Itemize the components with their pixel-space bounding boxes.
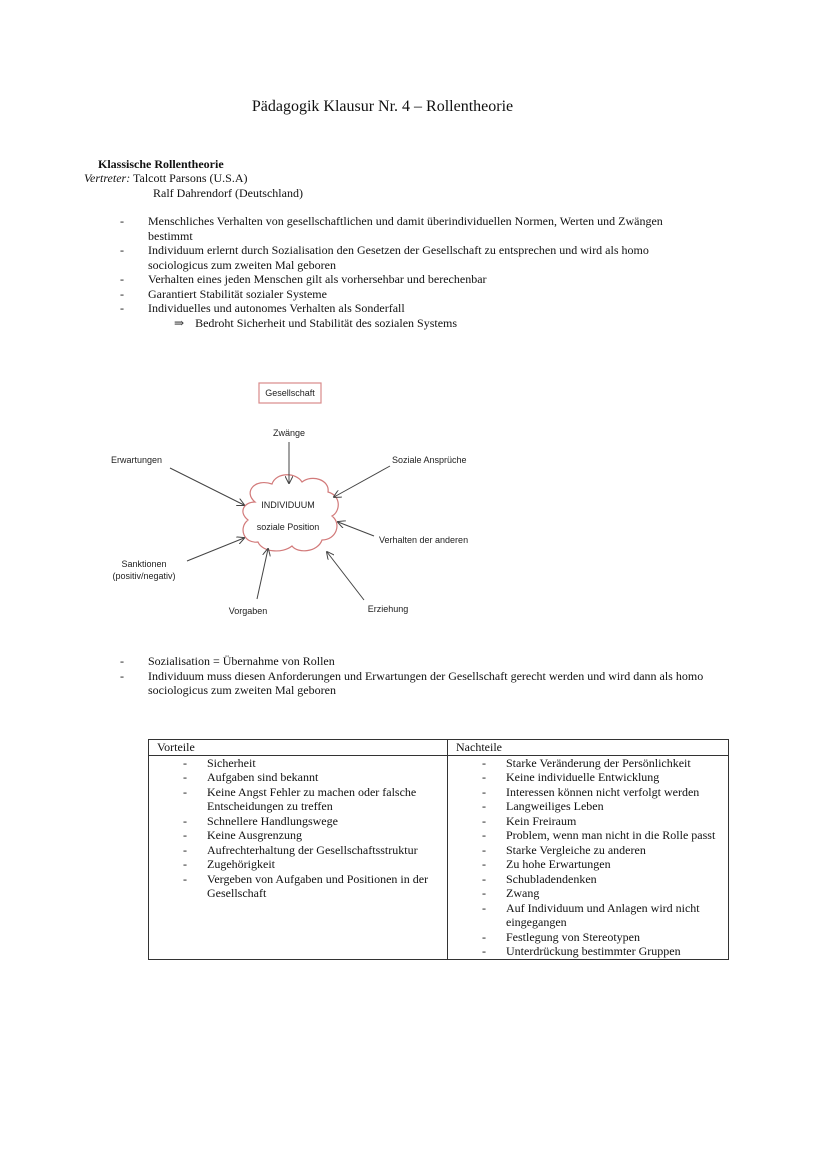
bullet-dash: - (120, 272, 124, 286)
representatives-label: Vertreter: (84, 171, 131, 185)
list-item: - Individuum muss diesen Anforderungen und Erwartungen der Gesellschaft gerecht werden und wird dann als homo sociologicus zum zweiten Mal geboren (120, 668, 704, 697)
list-item: - Sozialisation = Übernahme von Rollen (120, 654, 335, 668)
bullet-dash: - (183, 828, 187, 842)
soziale-position-label: soziale Position (256, 522, 320, 532)
list-item: - Individuum erlernt durch Sozialisation den Gesetzen der Gesellschaft zu entsprechen und wird als homo sociologicus zum zweiten Mal geboren (120, 243, 649, 272)
page-title: Pädagogik Klausur Nr. 4 – Rollentheorie (251, 98, 514, 115)
label-positiv-negativ: (positiv/negativ) (112, 571, 176, 581)
label-sanktionen: Sanktionen (121, 559, 167, 569)
bullet-dash: - (482, 900, 486, 915)
list-item: - Starke Vergleiche zu anderen (482, 842, 646, 857)
list-item: - Vergeben von Aufgaben und Positionen in der Gesellschaft (183, 871, 429, 900)
list-item: - Kein Freiraum (482, 813, 577, 828)
list-item: - Zugehörigkeit (183, 857, 275, 871)
arrow-sanktionen (187, 538, 244, 561)
pros-cons-table (148, 739, 729, 960)
list-item: - Problem, wenn man nicht in die Rolle passt (482, 828, 716, 842)
list-item: - Auf Individuum und Anlagen wird nicht eingegangen (482, 900, 700, 929)
arrow-verhalten-anderen (338, 522, 374, 536)
bullet-dash: - (482, 813, 486, 828)
bullet-dash: - (482, 755, 486, 770)
list-item: - Starke Veränderung der Persönlichkeit (482, 755, 691, 770)
table-row (149, 755, 729, 959)
bullet-dash: - (482, 871, 486, 886)
representative-dahrendorf: Ralf Dahrendorf (Deutschland) (153, 186, 303, 200)
bullet-dash: - (183, 770, 187, 784)
list-item: - Zwang (482, 886, 540, 900)
bullet-dash: - (482, 842, 486, 857)
list-item: - Keine Ausgrenzung (183, 828, 302, 842)
bullet-dash: - (482, 929, 486, 944)
gesellschaft-label: Gesellschaft (265, 388, 315, 398)
list-item: - Individuelles und autonomes Verhalten als Sonderfall (120, 301, 405, 315)
arrow-soziale-ansprueche (334, 466, 390, 497)
bullet-dash: - (482, 799, 486, 813)
list-item: - Keine Angst Fehler zu machen oder falsche Entscheidungen zu treffen (183, 784, 417, 813)
label-erziehung: Erziehung (367, 604, 409, 614)
label-verhalten-anderen: Verhalten der anderen (379, 535, 469, 545)
bullet-dash: - (482, 857, 486, 871)
bullet-dash: - (482, 770, 486, 784)
list-item: - Langweiliges Leben (482, 799, 604, 813)
list-item: - Schnellere Handlungswege (183, 813, 338, 828)
list-item: - Schubladendenken (482, 871, 597, 886)
header-vorteile: Vorteile (149, 740, 448, 756)
bullet-dash: - (482, 784, 486, 799)
nachteile-list (448, 756, 728, 959)
list-item: - Zu hohe Erwartungen (482, 857, 611, 871)
bullet-dash: - (120, 214, 124, 228)
header-nachteile: Nachteile (448, 740, 729, 756)
bullet-dash: - (482, 886, 486, 900)
representative-parsons: Talcott Parsons (U.S.A) (133, 171, 248, 185)
list-item: - Unterdrückung bestimmter Gruppen (482, 944, 681, 958)
individuum-cloud (243, 475, 338, 551)
bullet-dash: - (183, 755, 187, 770)
list-item: - Keine individuelle Entwicklung (482, 770, 660, 784)
arrow-erwartungen (170, 468, 244, 505)
label-vorgaben: Vorgaben (228, 606, 268, 616)
label-zwaenge: Zwänge (272, 428, 306, 438)
list-item: - Aufrechterhaltung der Gesellschaftsstruktur (183, 842, 418, 857)
bullet-dash: - (183, 871, 187, 886)
bullet-dash: - (482, 828, 486, 842)
table-header-row (149, 740, 729, 756)
bullet-dash: - (120, 668, 124, 683)
arrow-erziehung (327, 552, 364, 600)
nachteile-cell (448, 755, 729, 959)
label-erwartungen: Erwartungen (111, 455, 163, 465)
bullet-dash: - (183, 784, 187, 799)
bullet-dash: - (183, 813, 187, 828)
individuum-title: INDIVIDUUM (261, 500, 315, 510)
bullet-dash: - (183, 857, 187, 871)
bullet-dash: - (482, 944, 486, 958)
bullet-dash: - (120, 286, 124, 301)
arrow-vorgaben (257, 549, 268, 599)
implication-text: Bedroht Sicherheit und Stabilität des sozialen Systems (195, 316, 458, 330)
list-item: - Aufgaben sind bekannt (183, 770, 319, 784)
implies-arrow-icon: ⇒ (174, 316, 185, 330)
vorteile-list (149, 756, 447, 901)
label-soziale-ansprueche: Soziale Ansprüche (392, 455, 467, 465)
list-item: - Menschliches Verhalten von gesellschaftlichen und damit überindividuellen Normen, Werten und Zwängen bestimmt (120, 214, 663, 243)
list-item: - Interessen können nicht verfolgt werden (482, 784, 700, 799)
list-item: - Festlegung von Stereotypen (482, 929, 640, 944)
bullet-dash: - (120, 654, 124, 668)
vorteile-cell (149, 755, 448, 959)
bullet-dash: - (120, 301, 124, 315)
bullet-dash: - (120, 243, 124, 257)
list-item: - Sicherheit (183, 755, 256, 770)
socialisation-bullet-list (120, 654, 738, 698)
bullet-dash: - (183, 842, 187, 857)
list-item: - Garantiert Stabilität sozialer Systeme (120, 286, 327, 301)
list-item: - Verhalten eines jeden Menschen gilt als vorhersehbar und berechenbar (120, 272, 487, 286)
section-heading: Klassische Rollentheorie (98, 157, 224, 171)
